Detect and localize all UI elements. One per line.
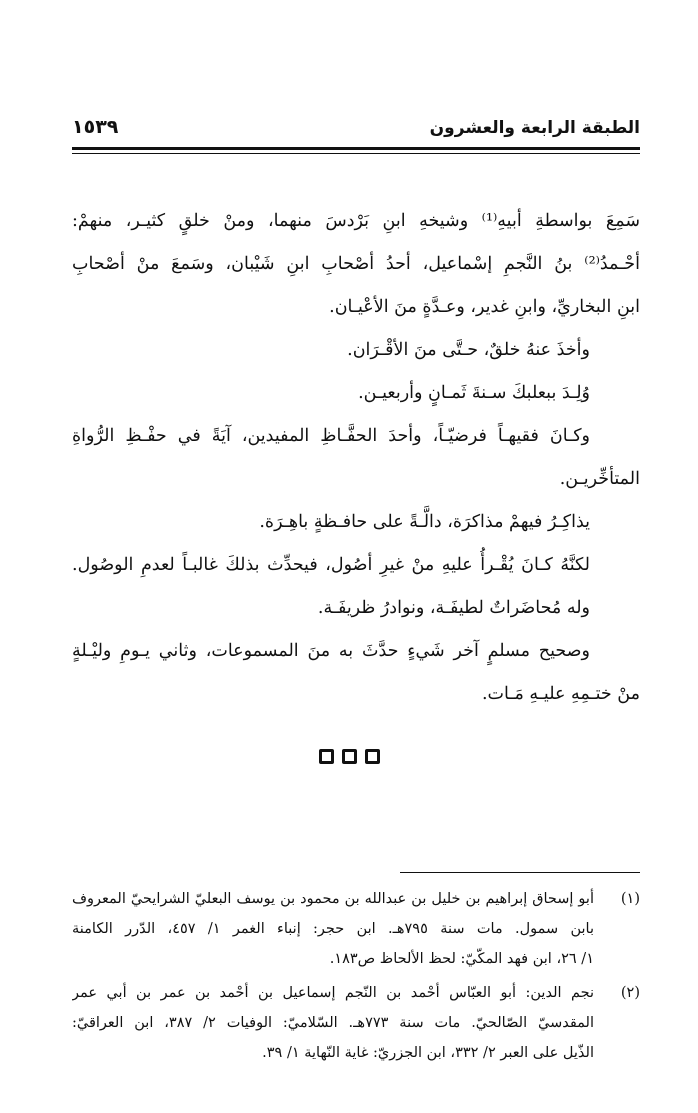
square-ornament-icon (365, 749, 380, 764)
text-line: وُلِـدَ ببعلبكَ سـنةَ ثَمـانٍ وأربعيـن. (358, 383, 590, 403)
text-line: منْ ختـمِهِ عليـهِ مَـات. (481, 684, 640, 704)
footnote-number: (١) (620, 891, 640, 907)
running-header (72, 118, 640, 148)
footnote (72, 884, 640, 974)
chapter-title: الطبقة الرابعة والعشرون (429, 118, 640, 138)
text-line: المتأخِّريـن. (559, 469, 640, 489)
footnote-line: أبو إسحاق إبراهيم بن خليل بن عبدالله بن محمود بن يوسف البعليّ الشرايحيّ المعروف (72, 891, 594, 907)
square-ornament-icon (319, 749, 334, 764)
footnotes (72, 884, 640, 1072)
footnote-line: ١/ ٢٦، ابن فهد المكّيّ: لحظ الألحاظ ص١٨٣. (329, 951, 594, 967)
footnote-number: (٢) (620, 985, 640, 1001)
footnote-line: المقدسيّ الصّالحيّ. مات سنة ٧٧٣هـ. السّلاميّ: الوفيات ٢/ ٣٨٧، ابن العراقيّ: (72, 1015, 594, 1031)
text-line: سَمِعَ بواسطةِ أبيهِ⁽¹⁾ وشيخهِ ابنِ بَرْدسَ منهما، ومنْ خلقٍ كثيـر، منهمْ: (72, 211, 640, 231)
footnote-line: الذّيل على العبر ٢/ ٣٣٢، ابن الجزريّ: غاية النّهاية ١/ ٣٩. (262, 1045, 594, 1061)
text-line: ابنِ البخاريِّ، وابنِ غدير، وعـدَّةٍ منَ الأعْيـان. (329, 297, 640, 317)
text-line: أحْـمدُ⁽²⁾ بنُ النَّجمِ إسْماعيل، أحدُ أصْحابِ ابنِ شَيْبان، وسَمعَ منْ أصْحابِ (72, 254, 640, 274)
footnote (72, 978, 640, 1068)
footnote-separator (400, 872, 640, 873)
text-line: وصحيح مسلمٍ آخر شَيءٍ حدَّثَ به منَ المسموعات، وثاني يـومِ وليْـلةٍ (72, 641, 590, 661)
text-line: وله مُحاضَراتٌ لطيفَـة، ونوادرُ ظريفَـة. (317, 598, 590, 618)
header-rule-thin (72, 153, 640, 154)
text-line: وكـانَ فقيهـاً فرضيّـاً، وأحدَ الحفَّـاظِ المفيدين، آيَةً في حفْـظِ الرُّواةِ (72, 426, 590, 446)
footnote-line: نجم الدين: أبو العبّاس أحْمد بن النّجم إسماعيل بن أحْمد بن عمر بن أبي عمر (72, 985, 594, 1001)
section-divider (0, 746, 698, 776)
header-rule-thick (72, 147, 640, 150)
text-line: لكنَّهُ كـانَ يُقْـرأُ عليهِ منْ غيرِ أصُول، فيحدِّث بذلكَ غالبـاً لعدمِ الوصُول. (72, 555, 590, 575)
square-ornament-icon (342, 749, 357, 764)
text-line: يذاكِـرُ فيهمْ مذاكرَة، دالَّـةً على حافـظةٍ باهِـرَة. (259, 512, 590, 532)
text-line: وأخذَ عنهُ خلقٌ، حـتَّى منَ الأقْـرَان. (347, 340, 590, 360)
page-number: ١٥٣٩ (72, 116, 119, 138)
footnote-line: بابن سمول. مات سنة ٧٩٥هـ. ابن حجر: إنباء الغمر ١/ ٤٥٧، الدّرر الكامنة (72, 921, 594, 937)
main-text (72, 200, 640, 716)
